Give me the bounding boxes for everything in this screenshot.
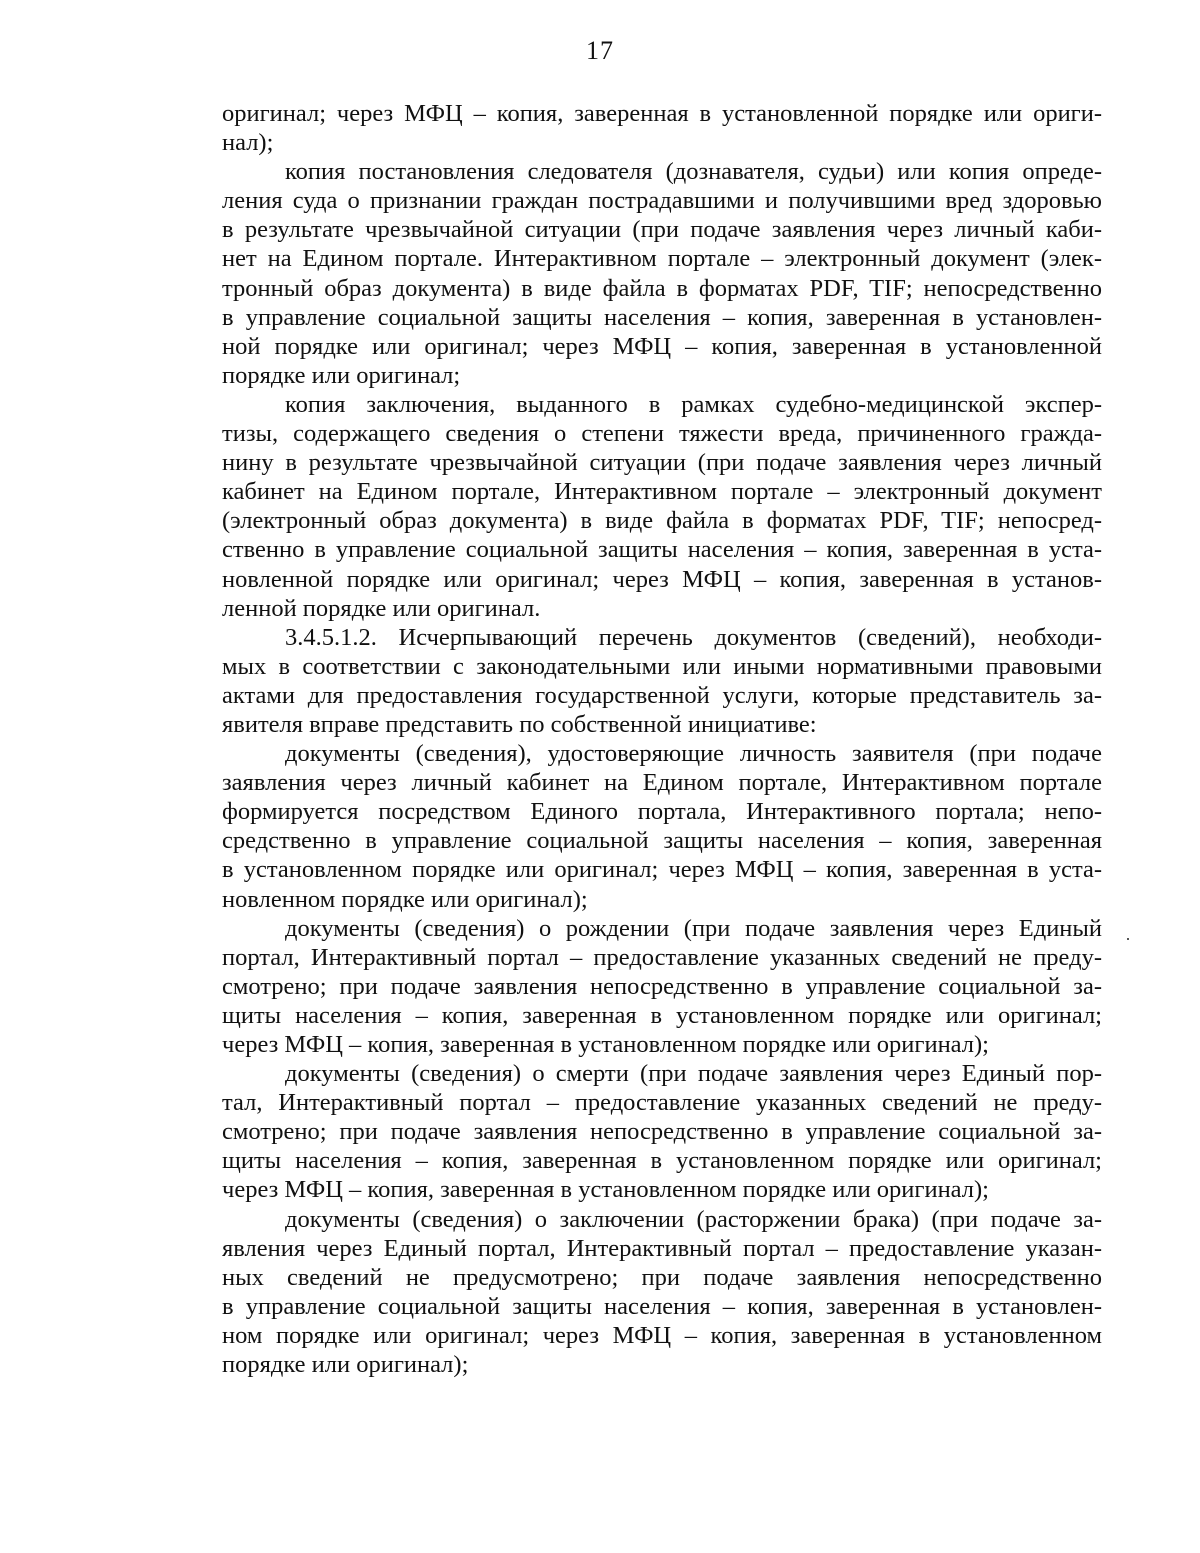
text-line: оригинал; через МФЦ – копия, заверенная в установленной порядке или ориги- [222, 100, 1102, 127]
text-line: в управление социальной защиты населения – копия, заверенная в установлен- [222, 1292, 1102, 1320]
text-line: порядке или оригинал; [222, 361, 461, 389]
text-line: тал, Интерактивный портал – предоставление указанных сведений не преду- [222, 1089, 1102, 1117]
text-line: копия заключения, выданного в рамках судебно-медицинской экспер- [285, 390, 1102, 418]
text-line: тронный образ документа) в виде файла в форматах PDF, TIF; непосредственно [222, 274, 1102, 302]
text-line: щиты населения – копия, заверенная в установленном порядке или оригинал; [222, 1001, 1102, 1029]
text-line: смотрено; при подаче заявления непосредственно в управление социальной за- [222, 972, 1102, 1000]
text-line: щиты населения – копия, заверенная в установленном порядке или оригинал; [222, 1147, 1102, 1175]
text-line: через МФЦ – копия, заверенная в установленном порядке или оригинал); [222, 1031, 989, 1058]
text-line: нал); [222, 129, 274, 157]
text-line: копия постановления следователя (дознавателя, судьи) или копия опреде- [285, 158, 1102, 186]
text-line: смотрено; при подаче заявления непосредственно в управление социальной за- [222, 1118, 1102, 1146]
text-line: (электронный образ документа) в виде файла в форматах PDF, TIF; непосред- [222, 507, 1102, 535]
text-line: документы (сведения) о заключении (расторжении брака) (при подаче за- [285, 1205, 1102, 1233]
scan-speck [1127, 938, 1129, 940]
text-line: актами для предоставления государственной услуги, которые представитель за- [222, 681, 1102, 709]
text-line: ной порядке или оригинал; через МФЦ – копия, заверенная в установленной [222, 332, 1102, 360]
text-line: средственно в управление социальной защиты населения – копия, заверенная [222, 827, 1102, 855]
text-line: в управление социальной защиты населения – копия, заверенная в установлен- [222, 303, 1102, 331]
text-line: документы (сведения) о рождении (при подаче заявления через Единый [285, 914, 1102, 942]
text-line: явителя вправе представить по собственной инициативе: [222, 710, 817, 738]
text-line: ственно в управление социальной защиты населения – копия, заверенная в уста- [222, 536, 1102, 564]
text-line: портал, Интерактивный портал – предоставление указанных сведений не преду- [222, 943, 1102, 971]
text-line: мых в соответствии с законодательными или иными нормативными правовыми [222, 652, 1102, 680]
body-text [222, 99, 1102, 1379]
text-line: кабинет на Едином портале, Интерактивном портале – электронный документ [222, 478, 1102, 506]
text-line: явления через Единый портал, Интерактивный портал – предоставление указан- [222, 1234, 1102, 1262]
text-line: через МФЦ – копия, заверенная в установленном порядке или оригинал); [222, 1176, 989, 1204]
text-line: документы (сведения) о смерти (при подаче заявления через Единый пор- [285, 1060, 1102, 1088]
text-line: нину в результате чрезвычайной ситуации (при подаче заявления через личный [222, 449, 1102, 477]
text-line: 3.4.5.1.2. Исчерпывающий перечень документов (сведений), необходи- [285, 623, 1102, 651]
text-line: новленном порядке или оригинал); [222, 885, 588, 913]
page-number: 17 [586, 36, 614, 65]
text-line: в установленном порядке или оригинал; через МФЦ – копия, заверенная в уста- [222, 856, 1102, 884]
text-line: ном порядке или оригинал; через МФЦ – копия, заверенная в установленном [222, 1321, 1102, 1349]
text-line: в результате чрезвычайной ситуации (при подаче заявления через личный каби- [222, 216, 1102, 244]
text-line: порядке или оригинал); [222, 1351, 469, 1379]
text-line: ления суда о признании граждан пострадавшими и получившими вред здоровью [222, 187, 1102, 215]
text-line: тизы, содержащего сведения о степени тяжести вреда, причиненного гражда- [222, 420, 1102, 448]
text-line: формируется посредством Единого портала, Интерактивного портала; непо- [222, 798, 1102, 826]
text-line: нет на Едином портале. Интерактивном портале – электронный документ (элек- [222, 245, 1102, 273]
text-line: ных сведений не предусмотрено; при подаче заявления непосредственно [222, 1263, 1102, 1291]
text-line: новленной порядке или оригинал; через МФЦ – копия, заверенная в установ- [222, 565, 1102, 593]
text-line: документы (сведения), удостоверяющие личность заявителя (при подаче [285, 740, 1102, 768]
text-line: ленной порядке или оригинал. [222, 594, 541, 622]
text-line: заявления через личный кабинет на Едином портале, Интерактивном портале [222, 769, 1102, 797]
